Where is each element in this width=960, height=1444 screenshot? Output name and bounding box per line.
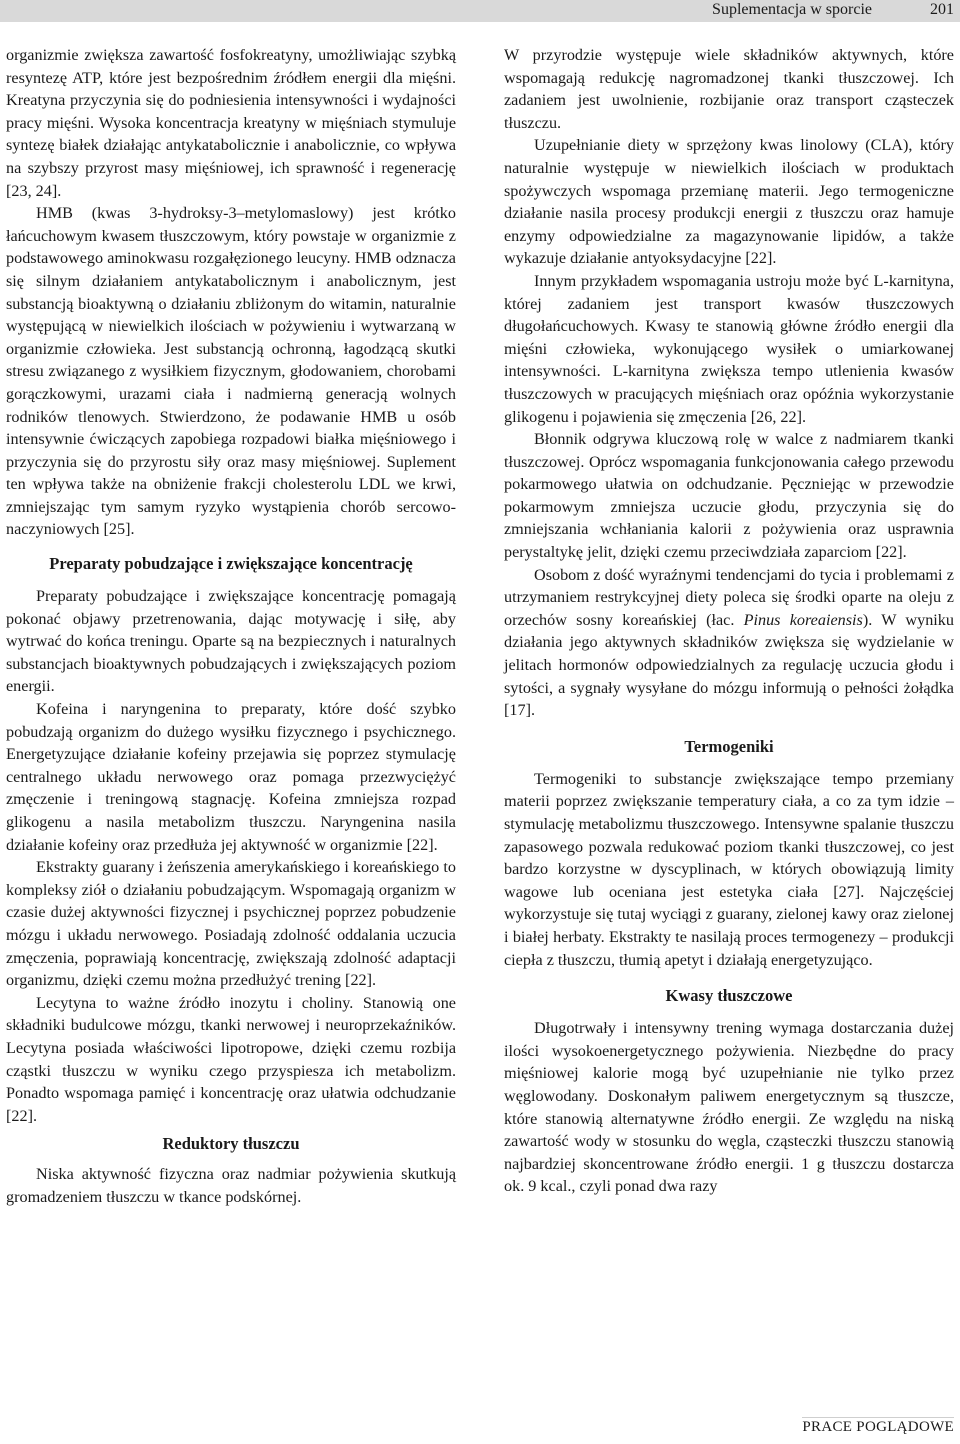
paragraph: Kofeina i naryngenina to preparaty, które dość szybko pobudzają organizm do dużego wysiłku fizycznego i psychicznego. Energetyzujące działanie kofeiny przejawia się poprzez stymulację centralnego układu nerwowego oraz pomaga przezwyciężyć zmęczenie i treningową stagnację. Kofeina zmniejsza rozpad glikogenu a nasila metabolizm tłuszczu. Naryngenina nasila działanie kofeiny oraz przedłuża jej aktywność w organizmie [22]. (6, 700, 456, 854)
section-heading: Termogeniki (684, 736, 774, 756)
right-column (504, 44, 954, 1198)
footer-label: PRACE POGLĄDOWE (802, 1419, 954, 1435)
paragraph: Lecytyna to ważne źródło inozytu i choliny. Stanowią one składniki budulcowe mózgu, tkanki nerwowej i neuroprzekaźników. Lecytyna posiada właściwości lipotropowe, dzięki czemu rozbija cząstki tłuszczu w wyniku czego przyspiesza ich metabolizm. Ponadto wspomaga pamięć i koncentrację oraz ułatwia odchudzanie [22]. (6, 993, 456, 1125)
latin-name: Pinus koreaiensis (743, 610, 863, 629)
paragraph: Termogeniki to substancje zwiększające tempo przemiany materii poprzez zwiększanie temperatury ciała, a co za tym idzie – stymulację metabolizmu tłuszczowego. Intensywne spalanie tłuszczu zapasowego pozwala redukować poziom tkanki tłuszczowej, co jest bardzo korzystne w dyscyplinach, w których obowiązują limity wagowe lub oceniana jest estetyka ciała [27]. Najczęściej wykorzystuje się tutaj wyciągi z guarany, zielonej kawy oraz zielonej i białej herbaty. Ekstrakty te nasilają proces termogenezy – produkcji ciepła z tłuszczu, tłumią apetyt i działają energetyzująco. (504, 769, 954, 969)
paragraph: Ekstrakty guarany i żeńszenia amerykańskiego i koreańskiego to kompleksy ziół o działaniu pobudzającym. Wspomagają organizm w czasie dużej aktywności fizycznej i psychicznej poprzez pobudzenie mózgu i układu nerwowego. Posiadają zdolność oddalania uczucia zmęczenia, poprawiają koncentrację, zwiększają zdolność adaptacji organizmu, dzięki czemu można przedłużyć trening [22]. (6, 858, 456, 990)
section-heading: Reduktory tłuszczu (162, 1134, 300, 1154)
left-column (6, 44, 456, 1209)
paragraph: organizmie zwiększa zawartość fosfokreatyny, umożliwiając szybką resyntezę ATP, które jest bezpośrednim źródłem energii dla mięśni. Kreatyna przyczynia się do podniesienia intensywności i wydajności pracy mięśni. Wysoka koncentracja kreatyny w mięśniach stymuluje syntezę białek działając antykatabolicznie i anabolicznie, co wpływa na szybszy przyrost masy mięśniowej, ich sprawność i regenerację [23, 24]. (6, 46, 456, 200)
paragraph: Preparaty pobudzające i zwiększające koncentrację pomagają pokonać objawy przetrenowania, dając motywację i siłę, aby wytrwać do końca treningu. Oparte są na bezpiecznych i naturalnych substancjach bioaktywnych pobudzających i zwiększających poziom energii. (6, 587, 456, 696)
paragraph (504, 564, 954, 722)
paragraph: Uzupełnianie diety w sprzężony kwas linolowy (CLA), który naturalnie występuje w niewielkich ilościach w produktach spożywczych wspomaga przemianę materii. Jego termogeniczne działanie nasila procesy produkcji energii z tłuszczu oraz hamuje enzymy odpowiedzialne za magazynowanie lipidów, a także wykazuje działanie antyoksydacyjne [22]. (504, 136, 954, 268)
text-span: Osobom z dość wyraźnymi tendencjami do tycia i problemami z utrzymaniem restrykcyjnej diety poleca się środki oparte na oleju z orzechów sosny koreańskiej (łac. (504, 565, 954, 629)
journal-title: Suplementacja w sporcie (712, 1, 872, 18)
section-heading: Kwasy tłuszczowe (665, 986, 793, 1006)
paragraph: HMB (kwas 3-hydroksy-3–metylomaslowy) jest krótko łańcuchowym kwasem tłuszczowym, który powstaje w organizmie z podstawowego aminokwasu rozgałęzionego leucyny. HMB odznacza się silnym działaniem antykatabolicznym i anabolicznym, jest substancją bioaktywną o działaniu zbliżonym do witamin, naturalnie występującą w niewielkich ilościach w pożywieniu i wytwarzaną w organizmie człowieka. Jest substancją ochronną, łagodzącą skutki stresu związanego z wysiłkiem fizycznym, głodowaniem, chorobami gorączkowymi, urazami ciała i nadmierną generacją wolnych rodników tlenowych. Stwierdzono, że podawanie HMB u osób intensywnie ćwiczących zapobiega rozpadowi białka mięśniowego i przyczynia się do przyrostu siły oraz masy mięśniowej. Suplement ten wpływa także na obniżenie frakcji cholesterolu LDL we krwi, zmniejszając tym samym ryzyko wystąpienia chorób sercowo-naczyniowych [25]. (6, 204, 456, 539)
paragraph: Innym przykładem wspomagania ustroju może być L-karnityna, której zadaniem jest transport kwasów tłuszczowych długołańcuchowych. Kwasy te stanowią główne źródło energii dla mięśni człowieka, wykonującego wysiłek o umiarkowanej intensywności. L-karnityna zwiększa tempo utlenienia kwasów tłuszczowych w pracujących mięśniach oraz opóźnia wykorzystanie glikogenu i pojawienia się zmęczenia [26, 22]. (504, 271, 954, 426)
text-span: ). W wyniku działania jego aktywnych składników zwiększa się wydzielanie w jelitach hormonów odpowiedzialnych za regulację uczucia głodu i sytości, a sygnały wysyłane do mózgu informują o pełności żołądka [17]. (504, 610, 954, 720)
paragraph: Błonnik odgrywa kluczową rolę w walce z nadmiarem tkanki tłuszczowej. Oprócz wspomagania funkcjonowania całego przewodu pokarmowego ułatwia on odchudzanie. Pęczniejąc w przewodzie pokarmowym zmniejsza uczucie głodu, przyczynia się do zmniejszania wchłaniania kalorii z pożywienia oraz usprawnia perystaltykę jelit, dzięki czemu przeciwdziała zaparciom [22]. (504, 430, 954, 562)
section-heading: Preparaty pobudzające i zwiększające koncentrację (49, 554, 413, 574)
page-number: 201 (930, 1, 954, 18)
paragraph: W przyrodzie występuje wiele składników aktywnych, które wspomagają redukcję nagromadzonej tkanki tłuszczowej. Ich zadaniem jest uwolnienie, rozbijanie oraz transport cząsteczek tłuszczu. (504, 46, 954, 132)
paragraph: Niska aktywność fizyczna oraz nadmiar pożywienia skutkują gromadzeniem tłuszczu w tkance podskórnej. (6, 1165, 456, 1206)
running-header (0, 0, 960, 22)
paragraph: Długotrwały i intensywny trening wymaga dostarczania dużej ilości wysokoenergetycznego pożywienia. Niezbędne do pracy mięśniowej kalorie mogą być uzupełnianie nie tylko przez węglowodany. Doskonałym paliwem energetycznym są tłuszcze, które stanowią alternatywne źródło energii. Ze względu na niską zawartość wody w stosunku do węgla, cząsteczki tłuszczu stanowią najbardziej skoncentrowane źródło energii. 1 g tłuszczu dostarcza ok. 9 kcal., czyli ponad dwa razy (504, 1019, 954, 1196)
